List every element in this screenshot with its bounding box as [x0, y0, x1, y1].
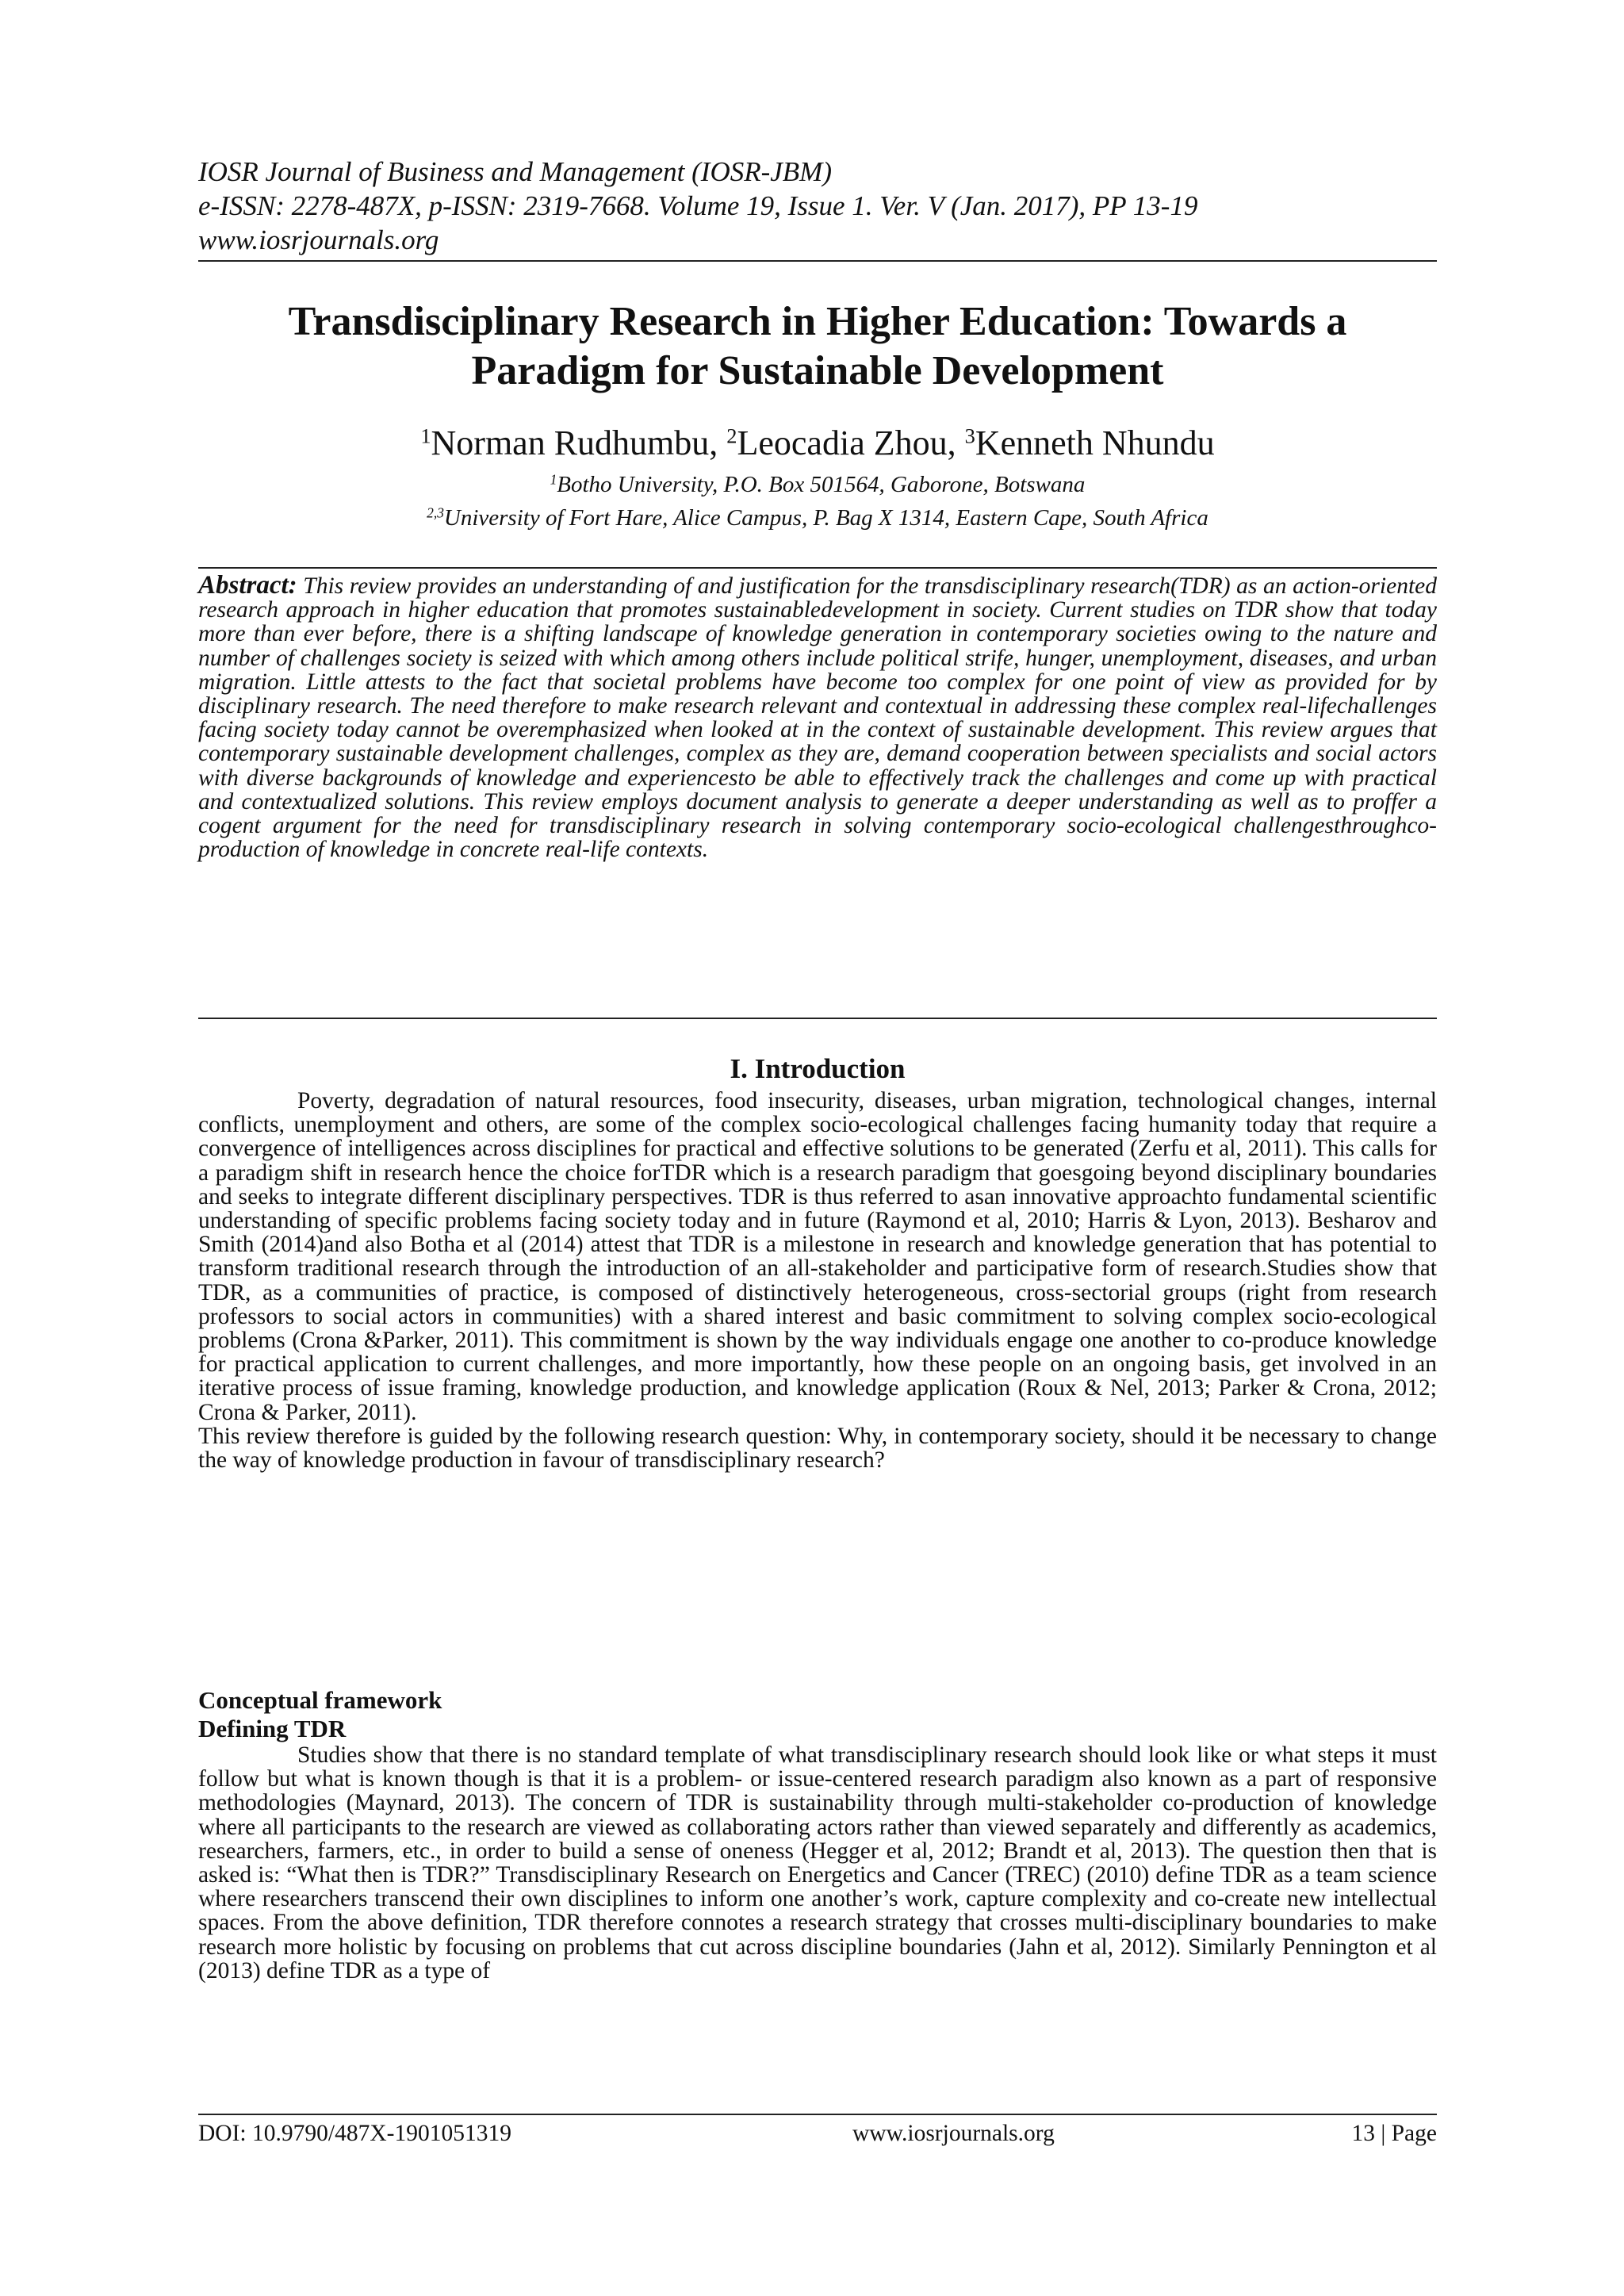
author-3-name: Kenneth Nhundu: [975, 424, 1215, 462]
abstract-top-rule: [198, 567, 1437, 569]
affiliation-2-marker: 2,3: [427, 504, 444, 521]
footer-doi: DOI: 10.9790/487X-1901051319: [198, 2121, 511, 2146]
journal-website: www.iosrjournals.org: [198, 224, 439, 255]
journal-name: IOSR Journal of Business and Management (IOSR-JBM): [198, 156, 832, 187]
section-heading-conceptual-framework: Conceptual framework: [198, 1686, 442, 1714]
defining-tdr-paragraph: Studies show that there is no standard template of what transdisciplinary research should look like or what steps it must follow but what is known though is that it is a problem- or issue-centered research paradigm also known as a part of responsive methodologies (Maynard, 2013). The concern of TDR is sustainability through multi-stakeholder co-production of knowledge where all participants to the research are viewed as collaborating actors rather than viewed separately and differently as academics, researchers, farmers, etc., in order to build a sense of oneness (Hegger et al, 2012; Brandt et al, 2013). The question then that is asked is: “What then is TDR?” Transdisciplinary Research on Energetics and Cancer (TREC) (2010) define TDR as a team science where researchers transcend their own disciplines to inform one another’s work, capture complexity and co-create new intellectual spaces. From the above definition, TDR therefore connotes a research strategy that crosses multi-disciplinary boundaries to make research more holistic by focusing on problems that cut across discipline boundaries (Jahn et al, 2012). Similarly Pennington et al (2013) define TDR as a type of: [198, 1742, 1437, 1984]
header-rule: [198, 260, 1437, 262]
page-footer: [198, 2119, 1437, 2151]
abstract-bottom-rule: [198, 1018, 1437, 1019]
journal-header: [198, 155, 1435, 257]
affiliation-1: [198, 470, 1437, 499]
affiliation-1-marker: 1: [550, 471, 557, 488]
author-1-marker: 1: [420, 424, 431, 448]
journal-issn: e-ISSN: 2278-487X, p-ISSN: 2319-7668. Volume 19, Issue 1. Ver. V (Jan. 2017), PP 13-19: [198, 190, 1198, 221]
introduction-paragraph-1: Poverty, degradation of natural resources, food insecurity, diseases, urban migration, technological changes, internal conflicts, unemployment and others, are some of the complex socio-ecological challenges facing humanity today that require a convergence of intelligences across disciplines for practical and effective solutions to be generated (Zerfu et al, 2011). This calls for a paradigm shift in research hence the choice forTDR which is a research paradigm that goesgoing beyond disciplinary boundaries and seeks to integrate different disciplinary perspectives. TDR is thus referred to asan innovative approachto fundamental scientific understanding of specific problems facing society today and in future (Raymond et al, 2010; Harris & Lyon, 2013). Besharov and Smith (2014)and also Botha et al (2014) attest that TDR is a milestone in research and knowledge generation that has potential to transform traditional research through the introduction of an all-stakeholder and participative form of research.Studies show that TDR, as a communities of practice, is composed of distinctively heterogeneous, cross-sectorial groups (right from research professors to social actors in communities) with a shared interest and basic commitment to solving complex socio-ecological problems (Crona &Parker, 2011). This commitment is shown by the way individuals engage one another to co-produce knowledge for practical application to current challenges, and more importantly, how these people on an ongoing basis, get involved in an iterative process of issue framing, knowledge production, and knowledge application (Roux & Nel, 2013; Parker & Crona, 2012; Crona & Parker, 2011).: [198, 1088, 1437, 1425]
footer-page-number: 13 | Page: [1351, 2121, 1437, 2146]
abstract: [198, 573, 1437, 861]
author-2-name: Leocadia Zhou,: [737, 424, 965, 462]
footer-rule: [198, 2114, 1437, 2115]
abstract-text: This review provides an understanding of and justification for the transdisciplinary research(TDR) as an action-oriented research approach in higher education that promotes sustainabledevelopment in society. Current studies on TDR show that today more than ever before, there is a shifting landscape of knowledge generation in contemporary societies owing to the nature and number of challenges society is seized with which among others include political strife, hunger, unemployment, diseases, and urban migration. Little attests to the fact that societal problems have become too complex for one point of view as provided for by disciplinary research. The need therefore to make research relevant and contextual in addressing these complex real-lifechallenges facing society today cannot be overemphasized when looked at in the context of sustainable development. This review argues that contemporary sustainable development challenges, complex as they are, demand cooperation between specialists and social actors with diverse backgrounds of knowledge and experiencesto be able to effectively track the challenges and come up with practical and contextualized solutions. This review employs document analysis to generate a deeper understanding as well as to proffer a cogent argument for the need for transdisciplinary research in solving contemporary socio-ecological challengesthroughco-production of knowledge in concrete real-life contexts.: [198, 573, 1437, 863]
author-3-marker: 3: [964, 424, 975, 448]
article-title: Transdisciplinary Research in Higher Education: Towards a Paradigm for Sustainable Development: [288, 299, 1347, 393]
author-list: [198, 423, 1437, 464]
subsection-heading-defining-tdr: Defining TDR: [198, 1715, 347, 1742]
affiliation-2: [198, 504, 1437, 532]
introduction-body: [198, 1089, 1437, 1472]
affiliation-2-text: University of Fort Hare, Alice Campus, P. Bag X 1314, Eastern Cape, South Africa: [443, 505, 1208, 531]
footer-website: www.iosrjournals.org: [852, 2121, 1055, 2146]
author-2-marker: 2: [726, 424, 737, 448]
conceptual-framework-section: [198, 1686, 1437, 1983]
author-1-name: Norman Rudhumbu,: [431, 424, 727, 462]
introduction-paragraph-2: This review therefore is guided by the following research question: Why, in contemporary society, should it be necessary to change the way of knowledge production in favour of transdisciplinary research?: [198, 1423, 1437, 1474]
abstract-label: Abstract:: [198, 571, 297, 600]
section-heading-introduction: I. Introduction: [730, 1053, 906, 1084]
affiliation-1-text: Botho University, P.O. Box 501564, Gaborone, Botswana: [557, 472, 1086, 497]
